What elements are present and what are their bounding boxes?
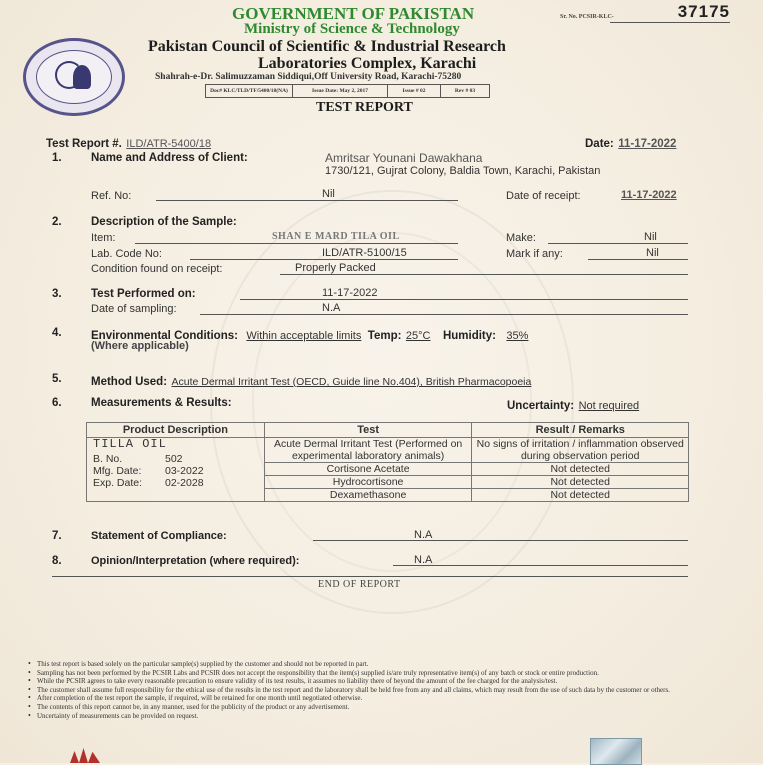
table-row (87, 438, 689, 463)
serial-label: Sr. No. PCSIR-KLC- (560, 14, 614, 20)
footer-note: • After completion of the test report the sample, if required, will be retained for one month until negotiated otherwise. (28, 694, 753, 703)
end-divider (52, 576, 688, 577)
compliance-label: Statement of Compliance: (91, 530, 227, 542)
item-value: SHAN E MARD TILA OIL (272, 231, 400, 242)
test-performed-label: Test Performed on: (91, 288, 196, 300)
mfg-row (93, 465, 262, 477)
lab-code-value: ILD/ATR-5100/15 (322, 247, 407, 259)
humidity-label: Humidity: (442, 330, 496, 342)
sampling-date-label: Date of sampling: (91, 303, 177, 315)
section-8-number: 8. (52, 555, 62, 567)
method-row (91, 372, 531, 390)
revision-box: Rev # 03 (454, 88, 476, 94)
header-product-description: Product Description (87, 423, 265, 438)
doc-control-boxes (205, 84, 490, 98)
header-test: Test (264, 423, 472, 438)
humidity-value: 35% (506, 330, 529, 342)
lab-code-label: Lab. Code No: (91, 248, 162, 260)
uncertainty-label: Uncertainty: (507, 400, 575, 412)
mark-value: Nil (646, 247, 659, 259)
results-table (86, 422, 689, 502)
method-label: Method Used: (91, 376, 168, 388)
result-cell: Not detected (472, 476, 689, 489)
client-label: Name and Address of Client: (91, 152, 248, 164)
org-line-1: Pakistan Council of Scientific & Industrial Research (148, 38, 506, 55)
temp-label: Temp: (367, 330, 402, 342)
compliance-value: N.A (414, 529, 433, 541)
environment-label: Environmental Conditions: (91, 330, 238, 342)
batch-row (93, 453, 262, 465)
serial-field (610, 2, 730, 23)
end-of-report: END OF REPORT (318, 579, 401, 590)
test-cell: Acute Dermal Irritant Test (Performed on experimental laboratory animals) (264, 438, 472, 463)
mfg-label: Mfg. Date: (93, 465, 142, 477)
batch-label: B. No. (93, 453, 123, 465)
doc-number-box: Doc# KLC/TLD/TF/5400/18(NA) (206, 85, 293, 97)
header-result: Result / Remarks (472, 423, 689, 438)
section-5-number: 5. (52, 373, 62, 385)
section-3-number: 3. (52, 288, 62, 300)
sample-description-label: Description of the Sample: (91, 216, 237, 228)
uncertainty-row (507, 396, 639, 414)
serial-number: 37175 (677, 2, 730, 21)
result-cell: Not detected (472, 489, 689, 502)
ref-label: Ref. No: (91, 190, 132, 202)
footer-notes (28, 660, 753, 720)
section-4-number: 4. (52, 327, 62, 339)
temp-value: 25°C (405, 330, 431, 342)
test-cell: Cortisone Acetate (264, 463, 472, 476)
test-cell: Dexamethasone (264, 489, 472, 502)
make-label: Make: (506, 232, 536, 244)
sampling-date-value: N.A (322, 302, 341, 314)
page-title: TEST REPORT (316, 100, 413, 115)
footer-note: • Sampling has not been performed by the PCSIR Labs and PCSIR does not accept the responsibility that the item(s) supplied is/are truly representative item(s) of any batch or stock or entire production. (28, 669, 753, 678)
issue-date-box: Issue Date: May 2, 2017 (293, 85, 388, 97)
issue-number-box: Issue # 02 (388, 85, 441, 97)
exp-label: Exp. Date: (93, 477, 143, 489)
report-number-label: Test Report #. (46, 138, 122, 150)
test-performed-value: 11-17-2022 (322, 287, 378, 299)
footer-note: • Uncertainty of measurements can be provided on request. (28, 712, 753, 721)
result-cell: Not detected (472, 463, 689, 476)
footer-note: • While the PCSIR agrees to take every reasonable precaution to ensure validity of its test results, it assumes no liability there of beyond the amount of the fee charged for the analysis/test. (28, 677, 753, 686)
report-date: 11-17-2022 (618, 138, 677, 150)
hologram-sticker-icon (590, 738, 642, 765)
result-cell: No signs of irritation / inflammation observed during observation period (472, 438, 689, 463)
test-cell: Hydrocortisone (264, 476, 472, 489)
section-6-number: 6. (52, 397, 62, 409)
make-value: Nil (644, 231, 657, 243)
exp-value: 02-2028 (165, 477, 204, 489)
section-2-number: 2. (52, 216, 62, 228)
report-date-label: Date: (585, 138, 614, 150)
client-address: 1730/121, Gujrat Colony, Baldia Town, Karachi, Pakistan (325, 165, 601, 177)
report-number: ILD/ATR-5400/18 (126, 138, 212, 150)
uncertainty-value: Not required (578, 400, 640, 412)
receipt-value: 11-17-2022 (621, 189, 677, 201)
org-line-2: Laboratories Complex, Karachi (258, 55, 477, 72)
pcsir-logo-icon (23, 38, 125, 116)
section-7-number: 7. (52, 530, 62, 542)
org-address: Shahrah-e-Dr. Salimuzzaman Siddiqui,Off University Road, Karachi-75280 (155, 72, 462, 82)
ref-value: Nil (322, 188, 335, 200)
condition-value: Properly Packed (295, 262, 376, 274)
product-description-cell (87, 438, 265, 502)
environment-value: Within acceptable limits (246, 330, 362, 342)
method-value: Acute Dermal Irritant Test (OECD, Guide line No.404), British Pharmacopoeia (171, 376, 532, 388)
exp-row (93, 477, 262, 489)
red-stamp-icon (70, 748, 100, 763)
footer-note: • The customer shall assume full responsibility for the ethical use of the results in the test report and the laboratory shall be held free from any and all claims, which may result from the use of such data by the customer or others. (28, 686, 753, 695)
section-1-number: 1. (52, 152, 62, 164)
report-number-row (46, 134, 211, 152)
table-header-row (87, 423, 689, 438)
opinion-label: Opinion/Interpretation (where required): (91, 555, 300, 567)
measurements-label: Measurements & Results: (91, 397, 232, 409)
gov-line: GOVERNMENT OF PAKISTAN (232, 4, 475, 23)
mark-label: Mark if any: (506, 248, 563, 260)
report-date-row (585, 134, 676, 152)
product-name: TILLA OIL (93, 437, 167, 451)
condition-label: Condition found on receipt: (91, 263, 223, 275)
batch-value: 502 (165, 453, 183, 465)
footer-note: • This test report is based solely on the particular sample(s) supplied by the customer and should not be reported in part. (28, 660, 753, 669)
item-label: Item: (91, 232, 116, 244)
receipt-label: Date of receipt: (506, 190, 581, 202)
environment-note: (Where applicable) (91, 340, 189, 352)
mfg-value: 03-2022 (165, 465, 204, 477)
opinion-value: N.A (414, 554, 433, 566)
ministry-line: Ministry of Science & Technology (244, 21, 460, 37)
client-name: Amritsar Younani Dawakhana (325, 151, 483, 165)
footer-note: • The contents of this report cannot be, in any manner, used for the publicity of the product or any advertisement. (28, 703, 753, 712)
